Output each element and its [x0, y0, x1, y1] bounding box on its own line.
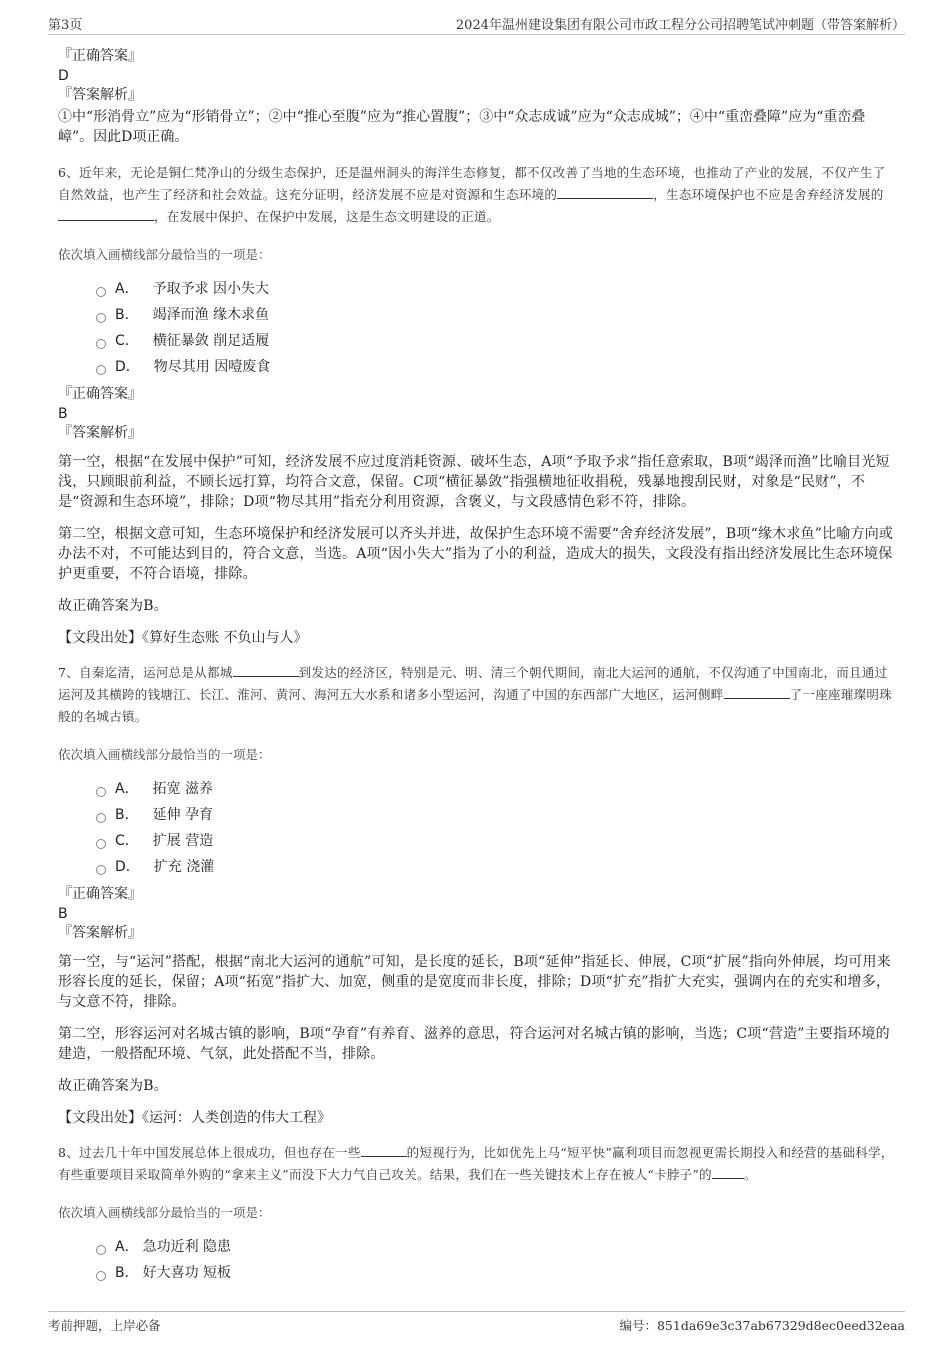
- explanation-paragraph: 第二空，形容运河对名城古镇的影响，B项“孕育”有养育、滋养的意思，符合运河对名城古镇的影响，当选；C项“营造”主要指环境的建造，一般搭配环境、气氛，此处搭配不当，排除。: [58, 1026, 890, 1062]
- q7-source: [58, 1108, 898, 1128]
- radio-icon[interactable]: [96, 287, 106, 297]
- blank: [361, 1142, 407, 1157]
- option-letter: C．: [115, 333, 139, 349]
- q6-stem-part: ，生态环境保护也不应是舍弃经济发展的: [653, 187, 884, 202]
- option-letter: B．: [115, 1265, 139, 1281]
- q6-option-c[interactable]: [96, 328, 898, 354]
- document-title: 2024年温州建设集团有限公司市政工程分公司招聘笔试冲刺题（带答案解析）: [455, 18, 905, 33]
- q6-prompt: 依次填入画横线部分最恰当的一项是：: [58, 247, 271, 262]
- q6-option-b[interactable]: [96, 302, 898, 328]
- option-letter: A．: [115, 281, 139, 297]
- answer-label: 『正确答案』: [58, 386, 142, 402]
- blank: [233, 662, 299, 677]
- explanation-paragraph: 第二空，根据文意可知，生态环境保护和经济发展可以齐头并进，故保护生态环境不需要“舍弃经济发展”，B项“缘木求鱼”比喻方向或办法不对，不可能达到目的，符合文意，当选。A项“因小失大”指为了小的利益，造成大的损失，文段没有指出经济发展比生态环境保护更重要，不符合语境，排除。: [58, 526, 894, 582]
- radio-icon[interactable]: [96, 1271, 106, 1281]
- q6-answer: B: [58, 406, 68, 422]
- q8-stem-part: 。: [743, 1167, 757, 1182]
- explanation-paragraph: 故正确答案为B。: [58, 598, 168, 614]
- option-letter: D．: [115, 359, 140, 375]
- answer-label: 『正确答案』: [58, 886, 142, 902]
- option-letter: A．: [115, 1239, 139, 1255]
- blank: [712, 1164, 744, 1179]
- option-text: 急功近利 隐患: [142, 1239, 232, 1255]
- radio-icon[interactable]: [96, 313, 106, 323]
- q7-stem-part: 了一座座璀璨明珠般的名城古镇。: [58, 687, 893, 724]
- q6-stem-part: ，在发展中保护、在保护中发展，这是生态文明建设的正道。: [154, 209, 500, 224]
- radio-icon[interactable]: [96, 787, 106, 797]
- source-tag: 【文段出处】: [58, 1110, 142, 1126]
- option-text: 予取予求 因小失大: [152, 281, 270, 297]
- option-letter: A．: [115, 781, 139, 797]
- q6-options: [96, 276, 898, 380]
- explain-label: 『答案解析』: [58, 425, 142, 441]
- explain-label: 『答案解析』: [58, 87, 142, 103]
- q5-answer: D: [58, 68, 69, 84]
- q7-answer: B: [58, 906, 68, 922]
- q8-prompt: 依次填入画横线部分最恰当的一项是：: [58, 1205, 271, 1220]
- radio-icon[interactable]: [96, 1245, 106, 1255]
- option-letter: B．: [115, 807, 139, 823]
- page-number: 第3页: [48, 18, 83, 33]
- q8-stem-part: 8、过去几十年中国发展总体上很成功，但也存在一些: [58, 1145, 361, 1160]
- page-header: [48, 12, 905, 35]
- option-text: 好大喜功 短板: [142, 1265, 232, 1281]
- option-text: 延伸 孕育: [152, 807, 214, 823]
- option-text: 拓宽 滋养: [152, 781, 214, 797]
- option-text: 扩充 浇灌: [153, 859, 215, 875]
- q7-option-b[interactable]: [96, 802, 898, 828]
- explanation-paragraph: 第一空，根据“在发展中保护”可知，经济发展不应过度消耗资源、破坏生态，A项“予取予求”指任意索取，B项“竭泽而渔”比喻目光短浅，只顾眼前利益，不顾长远打算，均符合文意，保留。C项“横征暴敛”指强横地征收捐税，残暴地搜刮民财，对象是“民财”，不是“资源和生态环境”，排除；D项“物尽其用”指充分利用资源，含褒义，与文段感情色彩不符，排除。: [58, 454, 890, 510]
- q8-stem: [58, 1142, 898, 1186]
- radio-icon[interactable]: [96, 839, 106, 849]
- blank: [557, 184, 653, 199]
- q7-prompt: 依次填入画横线部分最恰当的一项是：: [58, 747, 271, 762]
- radio-icon[interactable]: [96, 813, 106, 823]
- radio-icon[interactable]: [96, 339, 106, 349]
- q6-option-a[interactable]: [96, 276, 898, 302]
- option-text: 竭泽而渔 缘木求鱼: [152, 307, 270, 323]
- q5-explanation: ①中“形消骨立”应为“形销骨立”；②中“推心至腹”应为“推心置腹”；③中“众志成诚”应为“众志成城”；④中“重峦叠障”应为“重峦叠嶂”。因此D项正确。: [58, 109, 866, 145]
- option-letter: C．: [115, 833, 139, 849]
- q8-option-a[interactable]: [96, 1234, 898, 1260]
- page-footer: [48, 1311, 905, 1336]
- radio-icon[interactable]: [96, 365, 106, 375]
- option-letter: D．: [115, 859, 140, 875]
- source-title: 《算好生态账 不负山与人》: [142, 630, 308, 646]
- q8-option-b[interactable]: [96, 1260, 898, 1286]
- blank: [724, 684, 790, 699]
- option-letter: B．: [115, 307, 139, 323]
- q7-option-a[interactable]: [96, 776, 898, 802]
- q7-stem-part: 7、自秦迄清，运河总是从都城: [58, 665, 233, 680]
- option-text: 横征暴敛 削足适履: [152, 333, 270, 349]
- q7-option-c[interactable]: [96, 828, 898, 854]
- q8-stem-part: 的短视行为，比如优先上马“短平快”赢利项目而忽视更需长期投入和经营的基础科学，有些重要项目采取简单外购的“拿来主义”而没下大力气自己攻关。结果，我们在一些关键技术上存在被人“卡脖子”的: [58, 1145, 894, 1182]
- source-tag: 【文段出处】: [58, 630, 142, 646]
- q6-explanation: [58, 452, 898, 616]
- blank: [58, 206, 154, 221]
- option-text: 物尽其用 因噎废食: [153, 359, 271, 375]
- radio-icon[interactable]: [96, 865, 106, 875]
- q6-option-d[interactable]: [96, 354, 898, 380]
- q6-stem: [58, 162, 898, 228]
- document-body: [58, 46, 898, 1286]
- q7-option-d[interactable]: [96, 854, 898, 880]
- footer-slogan: 考前押题，上岸必备: [48, 1318, 161, 1333]
- explanation-paragraph: 第一空，与“运河”搭配，根据“南北大运河的通航”可知，是长度的延长，B项“延伸”指延长、伸展，C项“扩展”指向外伸展，均可用来形容长度的延长，保留；A项“拓宽”指扩大、加宽，侧重的是宽度而非长度，排除；D项“扩充”指扩大充实，强调内在的充实和增多，与文意不符，排除。: [58, 954, 891, 1010]
- q6-stem-part: 6、近年来，无论是铜仁梵净山的分级生态保护，还是温州洞头的海洋生态修复，都不仅改善了当地的生态环境，也推动了产业的发展，不仅产生了自然效益，也产生了经济和社会效益。这充分证明，经济发展不应是对资源和生态环境的: [58, 165, 886, 202]
- q7-stem-part: 到发达的经济区，特别是元、明、清三个朝代期间，南北大运河的通航，不仅沟通了中国南北，而且通过运河及其横跨的钱塘江、长江、淮河、黄河、海河五大水系和诸多小型运河，沟通了中国的东西部广大地区，运河侧畔: [58, 665, 888, 702]
- q7-options: [96, 776, 898, 880]
- explanation-paragraph: 故正确答案为B。: [58, 1078, 168, 1094]
- source-title: 《运河：人类创造的伟大工程》: [142, 1110, 331, 1126]
- document-id: 编号：851da69e3c37ab67329d8ec0eed32eaa: [619, 1318, 905, 1333]
- answer-label: 『正确答案』: [58, 48, 142, 64]
- q8-options: [96, 1234, 898, 1286]
- q7-stem: [58, 662, 898, 728]
- explain-label: 『答案解析』: [58, 925, 142, 941]
- q7-explanation: [58, 952, 898, 1096]
- option-text: 扩展 营造: [152, 833, 214, 849]
- q6-source: [58, 628, 898, 648]
